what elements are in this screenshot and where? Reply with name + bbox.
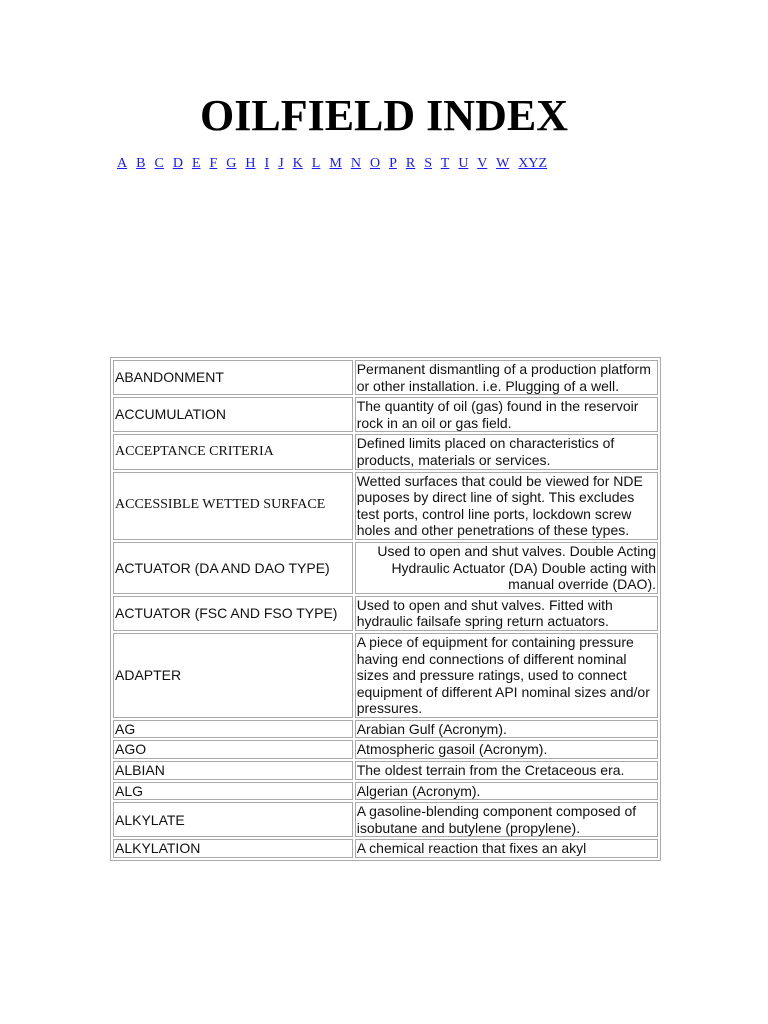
definition-cell: A gasoline-blending component composed of isobutane and butylene (propylene). [355,802,658,837]
definition-cell: Used to open and shut valves. Double Acting Hydraulic Actuator (DA) Double acting with manual override (DAO). [355,542,658,594]
term-cell: ABANDONMENT [113,360,353,395]
table-row [113,434,658,469]
letter-link-i[interactable]: I [264,156,270,171]
term-cell: AG [113,720,353,739]
term-cell: ACCEPTANCE CRITERIA [113,434,353,469]
table-row [113,360,658,395]
table-row [113,761,658,780]
definition-cell: Algerian (Acronym). [355,782,658,801]
letter-link-m[interactable]: M [329,156,342,171]
term-cell: ALKYLATION [113,839,353,858]
letter-link-c[interactable]: C [154,156,164,171]
term-cell: ACTUATOR (FSC AND FSO TYPE) [113,596,353,631]
table-row [113,596,658,631]
term-cell: ACCESSIBLE WETTED SURFACE [113,472,353,540]
table-row [113,397,658,432]
page-title: OILFIELD INDEX [200,91,568,140]
letter-link-a[interactable]: A [117,156,128,171]
alphabet-nav [117,155,553,173]
term-cell: ADAPTER [113,633,353,718]
letter-link-v[interactable]: V [477,156,488,171]
letter-link-k[interactable]: K [292,156,303,171]
definition-cell: The oldest terrain from the Cretaceous era. [355,761,658,780]
table-row [113,720,658,739]
definition-cell: A piece of equipment for containing pressure having end connections of different nominal sizes and pressure ratings, used to connect equipment of different API nominal sizes and/or pressures. [355,633,658,718]
definition-cell: Atmospheric gasoil (Acronym). [355,740,658,759]
letter-link-p[interactable]: P [389,156,397,171]
letter-link-f[interactable]: F [209,156,218,171]
definition-cell: Arabian Gulf (Acronym). [355,720,658,739]
letter-link-s[interactable]: S [424,156,432,171]
definition-cell: A chemical reaction that fixes an akyl [355,839,658,858]
letter-link-j[interactable]: J [278,156,284,171]
letter-link-r[interactable]: R [405,156,416,171]
definition-cell: Permanent dismantling of a production platform or other installation. i.e. Plugging of a well. [355,360,658,395]
letter-link-xyz[interactable]: XYZ [518,156,548,171]
letter-link-d[interactable]: D [172,156,183,171]
table-row [113,633,658,718]
table-row [113,839,658,858]
definition-cell: Defined limits placed on characteristics of products, materials or services. [355,434,658,469]
term-cell: ALKYLATE [113,802,353,837]
table-row [113,802,658,837]
letter-link-l[interactable]: L [311,156,321,171]
glossary-table [110,357,661,861]
definition-cell: Wetted surfaces that could be viewed for NDE puposes by direct line of sight. This excludes test ports, control line ports, lockdown screw holes and other penetrations of these types. [355,472,658,540]
table-row [113,542,658,594]
letter-link-h[interactable]: H [245,156,256,171]
letter-link-b[interactable]: B [136,156,146,171]
definition-cell: Used to open and shut valves. Fitted with hydraulic failsafe spring return actuators. [355,596,658,631]
letter-link-t[interactable]: T [440,156,450,171]
term-cell: ALBIAN [113,761,353,780]
letter-link-u[interactable]: U [458,156,469,171]
term-cell: ALG [113,782,353,801]
term-cell: AGO [113,740,353,759]
letter-link-e[interactable]: E [191,156,201,171]
term-cell: ACTUATOR (DA AND DAO TYPE) [113,542,353,594]
table-row [113,782,658,801]
table-row [113,472,658,540]
letter-link-o[interactable]: O [369,156,381,171]
letter-link-n[interactable]: N [350,156,361,171]
letter-link-g[interactable]: G [226,156,237,171]
term-cell: ACCUMULATION [113,397,353,432]
definition-cell: The quantity of oil (gas) found in the reservoir rock in an oil or gas field. [355,397,658,432]
letter-link-w[interactable]: W [496,156,510,171]
table-row [113,740,658,759]
